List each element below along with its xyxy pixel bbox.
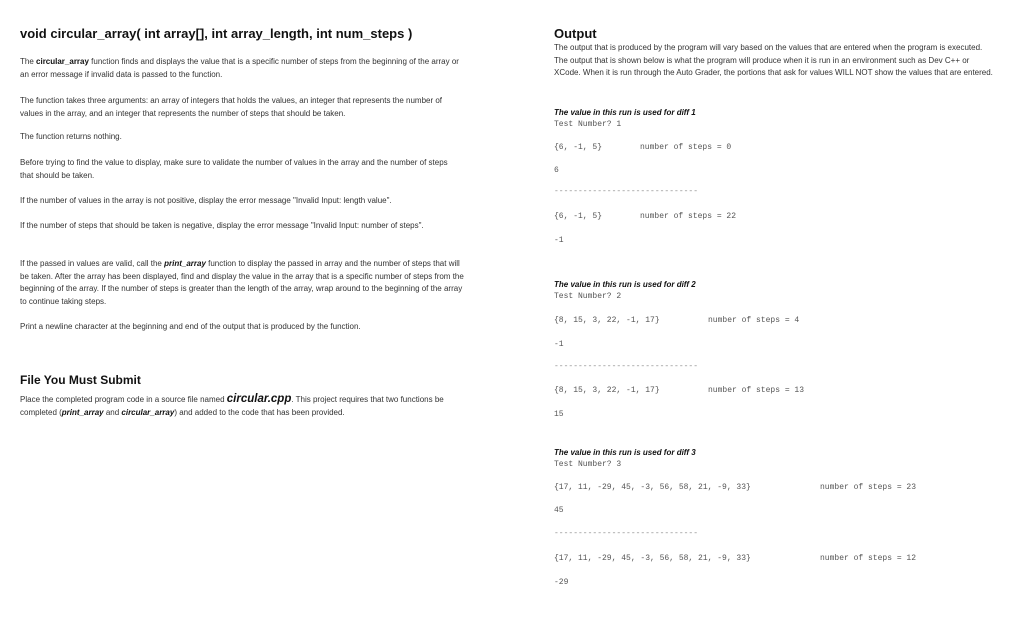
submit-paragraph: Place the completed program code in a source file named circular.cpp. This project requires that two functions be completed (print_array and circular_array) and added to the code that has been provided. [20, 393, 444, 417]
function-name-circular-array: circular_array [36, 57, 89, 66]
output-heading: Output [554, 26, 597, 41]
diff2-run1-steps: number of steps = 4 [708, 316, 800, 325]
diff3-run2-steps: number of steps = 12 [820, 554, 917, 563]
diff3-separator: ------------------------------ [554, 529, 699, 538]
diff1-run2-result: -1 [554, 236, 564, 245]
description-paragraph: The circular_array function finds and displays the value that is a specific number of steps from the beginning of the array or an error message if invalid data is passed to the function. [20, 57, 459, 79]
diff2-separator: ------------------------------ [554, 362, 699, 371]
diff1-run1-array: {6, -1, 5} [554, 143, 603, 152]
diff2-caption: The value in this run is used for diff 2 [554, 280, 696, 289]
function-name-print-array: print_array [164, 259, 206, 268]
diff1-caption: The value in this run is used for diff 1 [554, 108, 696, 117]
diff1-run1-result: 6 [554, 166, 559, 175]
arguments-paragraph: The function takes three arguments: an array of integers that holds the values, an integer that represents the number of values in the array, and an integer that represents the number of steps that should be taken. [20, 96, 443, 118]
diff2-run2-steps: number of steps = 13 [708, 386, 805, 395]
diff1-run1-steps: number of steps = 0 [640, 143, 732, 152]
diff3-run1-steps: number of steps = 23 [820, 483, 917, 492]
diff2-test-line: Test Number? 2 [554, 292, 622, 301]
diff3-test-line: Test Number? 3 [554, 460, 622, 469]
diff1-separator: ------------------------------ [554, 187, 699, 196]
diff3-run1-result: 45 [554, 506, 564, 515]
steps-error-paragraph: If the number of steps that should be taken is negative, display the error message "Invalid Input: number of steps". [20, 221, 424, 230]
diff3-run2-result: -29 [554, 578, 569, 587]
diff2-run2-result: 15 [554, 410, 564, 419]
diff2-run2-array: {8, 15, 3, 22, -1, 17} [554, 386, 660, 395]
newline-paragraph: Print a newline character at the beginning and end of the output that is produced by the function. [20, 322, 361, 331]
diff1-run2-steps: number of steps = 22 [640, 212, 737, 221]
valid-input-paragraph: If the passed in values are valid, call the print_array function to display the passed in array and the number of steps that will be taken. After the array has been displayed, find and display the value in the array that is a specific number of steps from the beginning of the array. If the number of steps is greater than the length of the array, wrap around to the beginning of the array to continue taking steps. [20, 259, 464, 306]
length-error-paragraph: If the number of values in the array is not positive, display the error message "Invalid Input: length value". [20, 196, 392, 205]
diff2-run1-result: -1 [554, 340, 564, 349]
output-description: The output that is produced by the program will vary based on the values that are entered when the program is executed. The output that is shown below is what the program will produce when it is run in an environment such as Dev C++ or XCode. When it is run through the Auto Grader, the portions that ask for values WILL NOT show the values that are entered. [554, 43, 993, 77]
diff2-run1-array: {8, 15, 3, 22, -1, 17} [554, 316, 660, 325]
diff3-run2-array: {17, 11, -29, 45, -3, 56, 58, 21, -9, 33} [554, 554, 751, 563]
diff1-test-line: Test Number? 1 [554, 120, 622, 129]
submit-heading: File You Must Submit [20, 373, 141, 387]
validation-paragraph: Before trying to find the value to display, make sure to validate the number of values in the array and the number of steps that should be taken. [20, 158, 448, 180]
diff3-run1-array: {17, 11, -29, 45, -3, 56, 58, 21, -9, 33} [554, 483, 751, 492]
function-signature: void circular_array( int array[], int array_length, int num_steps ) [20, 26, 413, 41]
diff1-run2-array: {6, -1, 5} [554, 212, 603, 221]
return-paragraph: The function returns nothing. [20, 132, 122, 141]
file-name: circular.cpp [226, 393, 292, 405]
diff3-caption: The value in this run is used for diff 3 [554, 448, 696, 457]
